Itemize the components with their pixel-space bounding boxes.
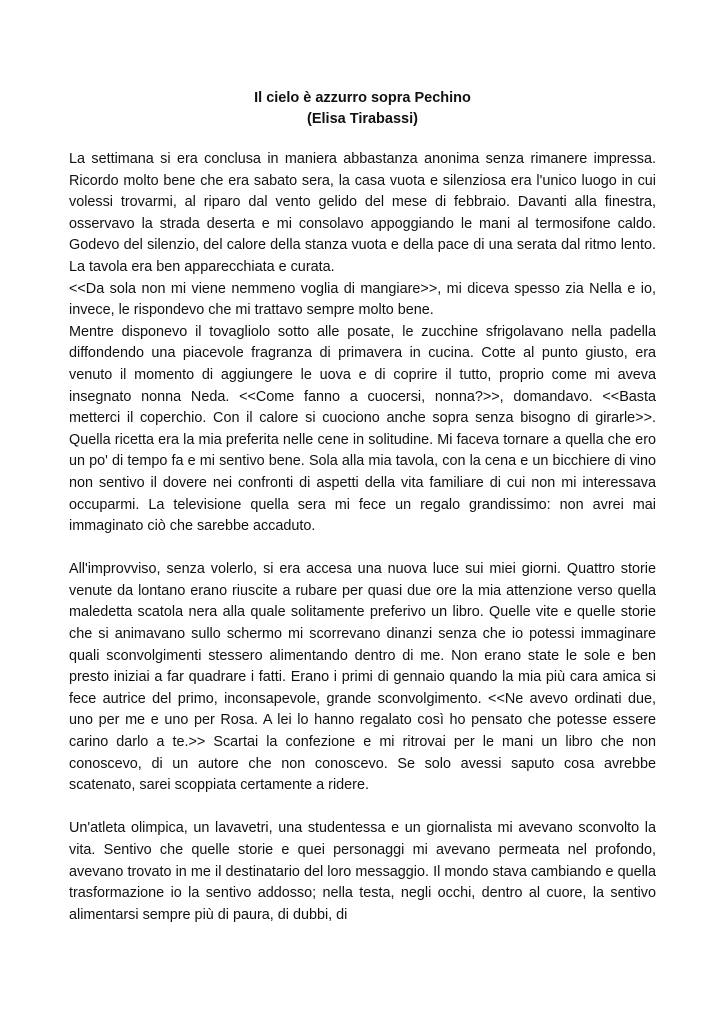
paragraph-4: All'improvviso, senza volerlo, si era accesa una nuova luce sui miei giorni. Quattro storie venute da lontano erano riuscite a rubare per quasi due ore la mia attenzione verso quella maledetta scatola nera alla quale solitamente preferivo un libro. Quelle vite e quelle storie che si animavano sullo schermo mi scorrevano dinanzi senza che io potessi immaginare quali sconvolgimenti stessero alimentando dentro di me. Non erano state le sole e ben presto iniziai a far quadrare i fatti. Erano i primi di gennaio quando la mia più cara amica si fece autrice del primo, inconsapevole, grande sconvolgimento. <<Ne avevo ordinati due, uno per me e uno per Rosa. A lei lo hanno regalato così ho pensato che potesse essere carino darlo a te.>> Scartai la confezione e mi ritrovai per le mani un libro che non conoscevo, di un autore che non conoscevo. Se solo avessi saputo cosa avrebbe scatenato, sarei scoppiata certamente a ridere. <box>69 561 656 794</box>
paragraph-3: Mentre disponevo il tovagliolo sotto alle posate, le zucchine sfrigolavano nella padella diffondendo una piacevole fragranza di primavera in cucina. Cotte al punto giusto, era venuto il momento di aggiungere le uova e di coprire il tutto, proprio come mi aveva insegnato nonna Neda. <<Come fanno a cuocersi, nonna?>>, domandavo. <<Basta metterci il coperchio. Con il calore si cuociono anche sopra senza bisogno di girarle>>. Quella ricetta era la mia preferita nelle cene in solitudine. Mi faceva tornare a quella che ero un po' di tempo fa e mi sentivo bene. Sola alla mia tavola, con la cena e un bicchiere di vino non sentivo il dovere nei confronti di aspetti della vita familiare di cui non mi interessava occuparmi. La televisione quella sera mi fece un regalo grandissimo: non avrei mai immaginato ciò che sarebbe accaduto. <box>69 323 656 535</box>
paragraph-spacer <box>69 797 656 819</box>
paragraph-2: <<Da sola non mi viene nemmeno voglia di mangiare>>, mi diceva spesso zia Nella e io, invece, le rispondevo che mi trattavo sempre molto bene. <box>69 280 656 319</box>
paragraph-5: Un'atleta olimpica, un lavavetri, una studentessa e un giornalista mi avevano sconvolto la vita. Sentivo che quelle storie e quei personaggi mi avevano permeata nel profondo, avevano trovato in me il destinatario del loro messaggio. Il mondo stava cambiando e quella trasformazione io la sentivo addosso; nella testa, negli occhi, dentro al cuore, la sentivo alimentarsi sempre più di paura, di dubbi, di <box>69 820 656 923</box>
document-title: Il cielo è azzurro sopra Pechino <box>254 90 471 106</box>
title-block <box>69 88 656 130</box>
paragraph-spacer <box>69 538 656 560</box>
document-author: (Elisa Tirabassi) <box>307 111 418 127</box>
body-text <box>69 149 656 926</box>
paragraph-1: La settimana si era conclusa in maniera abbastanza anonima senza rimanere impressa. Ricordo molto bene che era sabato sera, la casa vuota e silenziosa era l'unico luogo in cui volessi trovarmi, al riparo dal vento gelido del mese di febbraio. Davanti alla finestra, osservavo la strada deserta e mi consolavo appoggiando le mani al termosifone caldo. Godevo del silenzio, del calore della stanza vuota e della pace di una serata dal ritmo lento. La tavola era ben apparecchiata e curata. <box>69 151 656 275</box>
